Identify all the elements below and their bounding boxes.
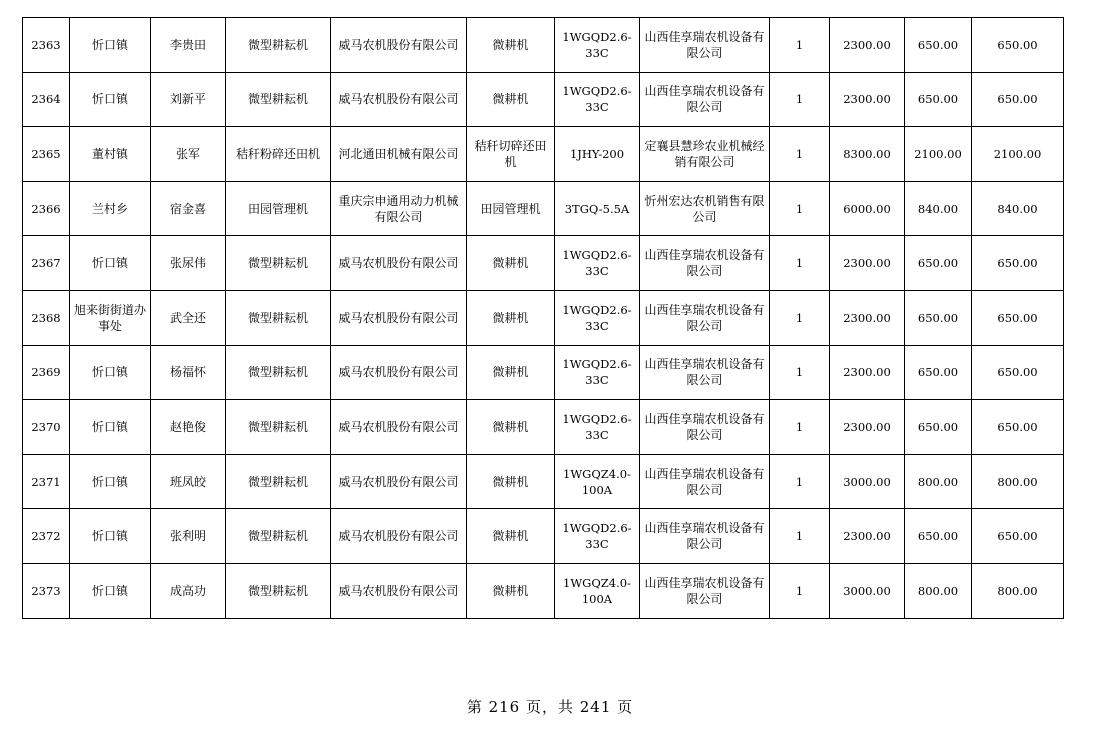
cell-unit-subsidy: 800.00 (905, 454, 972, 509)
table-row (23, 509, 1064, 564)
cell-unit-subsidy: 800.00 (905, 563, 972, 618)
table-row (23, 127, 1064, 182)
cell-buyer-name: 张军 (151, 127, 226, 182)
cell-unit-subsidy: 650.00 (905, 345, 972, 400)
cell-total-subsidy: 650.00 (972, 236, 1064, 291)
cell-product-name: 微耕机 (467, 563, 555, 618)
table-row (23, 345, 1064, 400)
cell-quantity: 1 (770, 181, 830, 236)
cell-sale-price: 2300.00 (830, 72, 905, 127)
table-row (23, 290, 1064, 345)
cell-dealer: 山西佳享瑞农机设备有限公司 (640, 236, 770, 291)
cell-quantity: 1 (770, 72, 830, 127)
cell-record-number: 2366 (23, 181, 70, 236)
cell-machine-category: 微型耕耘机 (226, 400, 331, 455)
cell-buyer-name: 班凤皎 (151, 454, 226, 509)
cell-total-subsidy: 650.00 (972, 400, 1064, 455)
cell-unit-subsidy: 650.00 (905, 72, 972, 127)
cell-buyer-name: 刘新平 (151, 72, 226, 127)
cell-sale-price: 3000.00 (830, 454, 905, 509)
cell-model: 3TGQ-5.5A (555, 181, 640, 236)
subsidy-table (22, 17, 1064, 619)
cell-quantity: 1 (770, 454, 830, 509)
cell-manufacturer: 威马农机股份有限公司 (331, 400, 467, 455)
cell-record-number: 2369 (23, 345, 70, 400)
cell-manufacturer: 威马农机股份有限公司 (331, 509, 467, 564)
cell-dealer: 山西佳享瑞农机设备有限公司 (640, 72, 770, 127)
cell-buyer-name: 宿金喜 (151, 181, 226, 236)
cell-record-number: 2371 (23, 454, 70, 509)
cell-dealer: 山西佳享瑞农机设备有限公司 (640, 454, 770, 509)
cell-town: 董村镇 (70, 127, 151, 182)
cell-total-subsidy: 650.00 (972, 345, 1064, 400)
cell-product-name: 田园管理机 (467, 181, 555, 236)
cell-sale-price: 2300.00 (830, 290, 905, 345)
cell-dealer: 忻州宏达农机销售有限公司 (640, 181, 770, 236)
cell-total-subsidy: 650.00 (972, 72, 1064, 127)
cell-town: 忻口镇 (70, 509, 151, 564)
cell-sale-price: 2300.00 (830, 236, 905, 291)
cell-manufacturer: 重庆宗申通用动力机械有限公司 (331, 181, 467, 236)
cell-model: 1WGQD2.6-33C (555, 400, 640, 455)
cell-record-number: 2364 (23, 72, 70, 127)
cell-buyer-name: 赵艳俊 (151, 400, 226, 455)
cell-dealer: 山西佳享瑞农机设备有限公司 (640, 345, 770, 400)
cell-town: 忻口镇 (70, 400, 151, 455)
cell-sale-price: 2300.00 (830, 345, 905, 400)
cell-record-number: 2373 (23, 563, 70, 618)
cell-model: 1WGQD2.6-33C (555, 72, 640, 127)
cell-total-subsidy: 840.00 (972, 181, 1064, 236)
cell-machine-category: 微型耕耘机 (226, 18, 331, 73)
cell-sale-price: 2300.00 (830, 400, 905, 455)
cell-product-name: 微耕机 (467, 400, 555, 455)
cell-product-name: 微耕机 (467, 236, 555, 291)
cell-unit-subsidy: 650.00 (905, 509, 972, 564)
table-row (23, 236, 1064, 291)
cell-total-subsidy: 800.00 (972, 563, 1064, 618)
cell-manufacturer: 河北通田机械有限公司 (331, 127, 467, 182)
cell-unit-subsidy: 2100.00 (905, 127, 972, 182)
cell-buyer-name: 张利明 (151, 509, 226, 564)
cell-dealer: 山西佳享瑞农机设备有限公司 (640, 290, 770, 345)
cell-quantity: 1 (770, 236, 830, 291)
cell-model: 1WGQD2.6-33C (555, 236, 640, 291)
cell-town: 忻口镇 (70, 18, 151, 73)
cell-dealer: 定襄县慧珍农业机械经销有限公司 (640, 127, 770, 182)
cell-product-name: 微耕机 (467, 509, 555, 564)
cell-quantity: 1 (770, 127, 830, 182)
cell-model: 1WGQZ4.0-100A (555, 454, 640, 509)
cell-product-name: 微耕机 (467, 454, 555, 509)
cell-model: 1WGQD2.6-33C (555, 290, 640, 345)
table-body (23, 18, 1064, 619)
cell-sale-price: 8300.00 (830, 127, 905, 182)
cell-town: 忻口镇 (70, 72, 151, 127)
cell-dealer: 山西佳享瑞农机设备有限公司 (640, 563, 770, 618)
cell-manufacturer: 威马农机股份有限公司 (331, 236, 467, 291)
cell-model: 1WGQZ4.0-100A (555, 563, 640, 618)
cell-machine-category: 微型耕耘机 (226, 509, 331, 564)
cell-manufacturer: 威马农机股份有限公司 (331, 454, 467, 509)
cell-manufacturer: 威马农机股份有限公司 (331, 563, 467, 618)
cell-buyer-name: 张尿伟 (151, 236, 226, 291)
cell-total-subsidy: 800.00 (972, 454, 1064, 509)
cell-record-number: 2372 (23, 509, 70, 564)
cell-unit-subsidy: 650.00 (905, 400, 972, 455)
cell-machine-category: 秸秆粉碎还田机 (226, 127, 331, 182)
cell-manufacturer: 威马农机股份有限公司 (331, 345, 467, 400)
cell-quantity: 1 (770, 18, 830, 73)
cell-unit-subsidy: 650.00 (905, 236, 972, 291)
cell-machine-category: 微型耕耘机 (226, 236, 331, 291)
cell-record-number: 2370 (23, 400, 70, 455)
cell-buyer-name: 成高功 (151, 563, 226, 618)
cell-machine-category: 微型耕耘机 (226, 454, 331, 509)
cell-quantity: 1 (770, 563, 830, 618)
cell-total-subsidy: 2100.00 (972, 127, 1064, 182)
cell-quantity: 1 (770, 400, 830, 455)
cell-dealer: 山西佳享瑞农机设备有限公司 (640, 400, 770, 455)
cell-buyer-name: 武全还 (151, 290, 226, 345)
cell-record-number: 2363 (23, 18, 70, 73)
cell-quantity: 1 (770, 345, 830, 400)
cell-manufacturer: 威马农机股份有限公司 (331, 290, 467, 345)
cell-town: 忻口镇 (70, 345, 151, 400)
table-row (23, 400, 1064, 455)
cell-machine-category: 微型耕耘机 (226, 345, 331, 400)
cell-quantity: 1 (770, 290, 830, 345)
cell-manufacturer: 威马农机股份有限公司 (331, 18, 467, 73)
cell-town: 忻口镇 (70, 454, 151, 509)
table-row (23, 454, 1064, 509)
cell-total-subsidy: 650.00 (972, 290, 1064, 345)
cell-model: 1WGQD2.6-33C (555, 18, 640, 73)
cell-town: 兰村乡 (70, 181, 151, 236)
cell-model: 1WGQD2.6-33C (555, 345, 640, 400)
cell-sale-price: 3000.00 (830, 563, 905, 618)
table-row (23, 72, 1064, 127)
cell-model: 1WGQD2.6-33C (555, 509, 640, 564)
cell-product-name: 秸秆切碎还田机 (467, 127, 555, 182)
cell-product-name: 微耕机 (467, 345, 555, 400)
cell-town: 忻口镇 (70, 563, 151, 618)
page-number: 第 216 页，共 241 页 (466, 698, 634, 716)
cell-record-number: 2368 (23, 290, 70, 345)
cell-unit-subsidy: 840.00 (905, 181, 972, 236)
cell-total-subsidy: 650.00 (972, 509, 1064, 564)
table-row (23, 18, 1064, 73)
cell-quantity: 1 (770, 509, 830, 564)
cell-product-name: 微耕机 (467, 290, 555, 345)
cell-record-number: 2365 (23, 127, 70, 182)
cell-sale-price: 2300.00 (830, 509, 905, 564)
cell-dealer: 山西佳享瑞农机设备有限公司 (640, 18, 770, 73)
cell-buyer-name: 李贵田 (151, 18, 226, 73)
cell-record-number: 2367 (23, 236, 70, 291)
cell-model: 1JHY-200 (555, 127, 640, 182)
cell-town: 旭来街街道办事处 (70, 290, 151, 345)
cell-machine-category: 微型耕耘机 (226, 72, 331, 127)
cell-machine-category: 田园管理机 (226, 181, 331, 236)
cell-total-subsidy: 650.00 (972, 18, 1064, 73)
cell-machine-category: 微型耕耘机 (226, 563, 331, 618)
table-row (23, 181, 1064, 236)
cell-buyer-name: 杨福怀 (151, 345, 226, 400)
table-row (23, 563, 1064, 618)
cell-product-name: 微耕机 (467, 18, 555, 73)
cell-dealer: 山西佳享瑞农机设备有限公司 (640, 509, 770, 564)
cell-manufacturer: 威马农机股份有限公司 (331, 72, 467, 127)
cell-town: 忻口镇 (70, 236, 151, 291)
cell-unit-subsidy: 650.00 (905, 290, 972, 345)
cell-sale-price: 2300.00 (830, 18, 905, 73)
cell-product-name: 微耕机 (467, 72, 555, 127)
cell-sale-price: 6000.00 (830, 181, 905, 236)
cell-machine-category: 微型耕耘机 (226, 290, 331, 345)
cell-unit-subsidy: 650.00 (905, 18, 972, 73)
